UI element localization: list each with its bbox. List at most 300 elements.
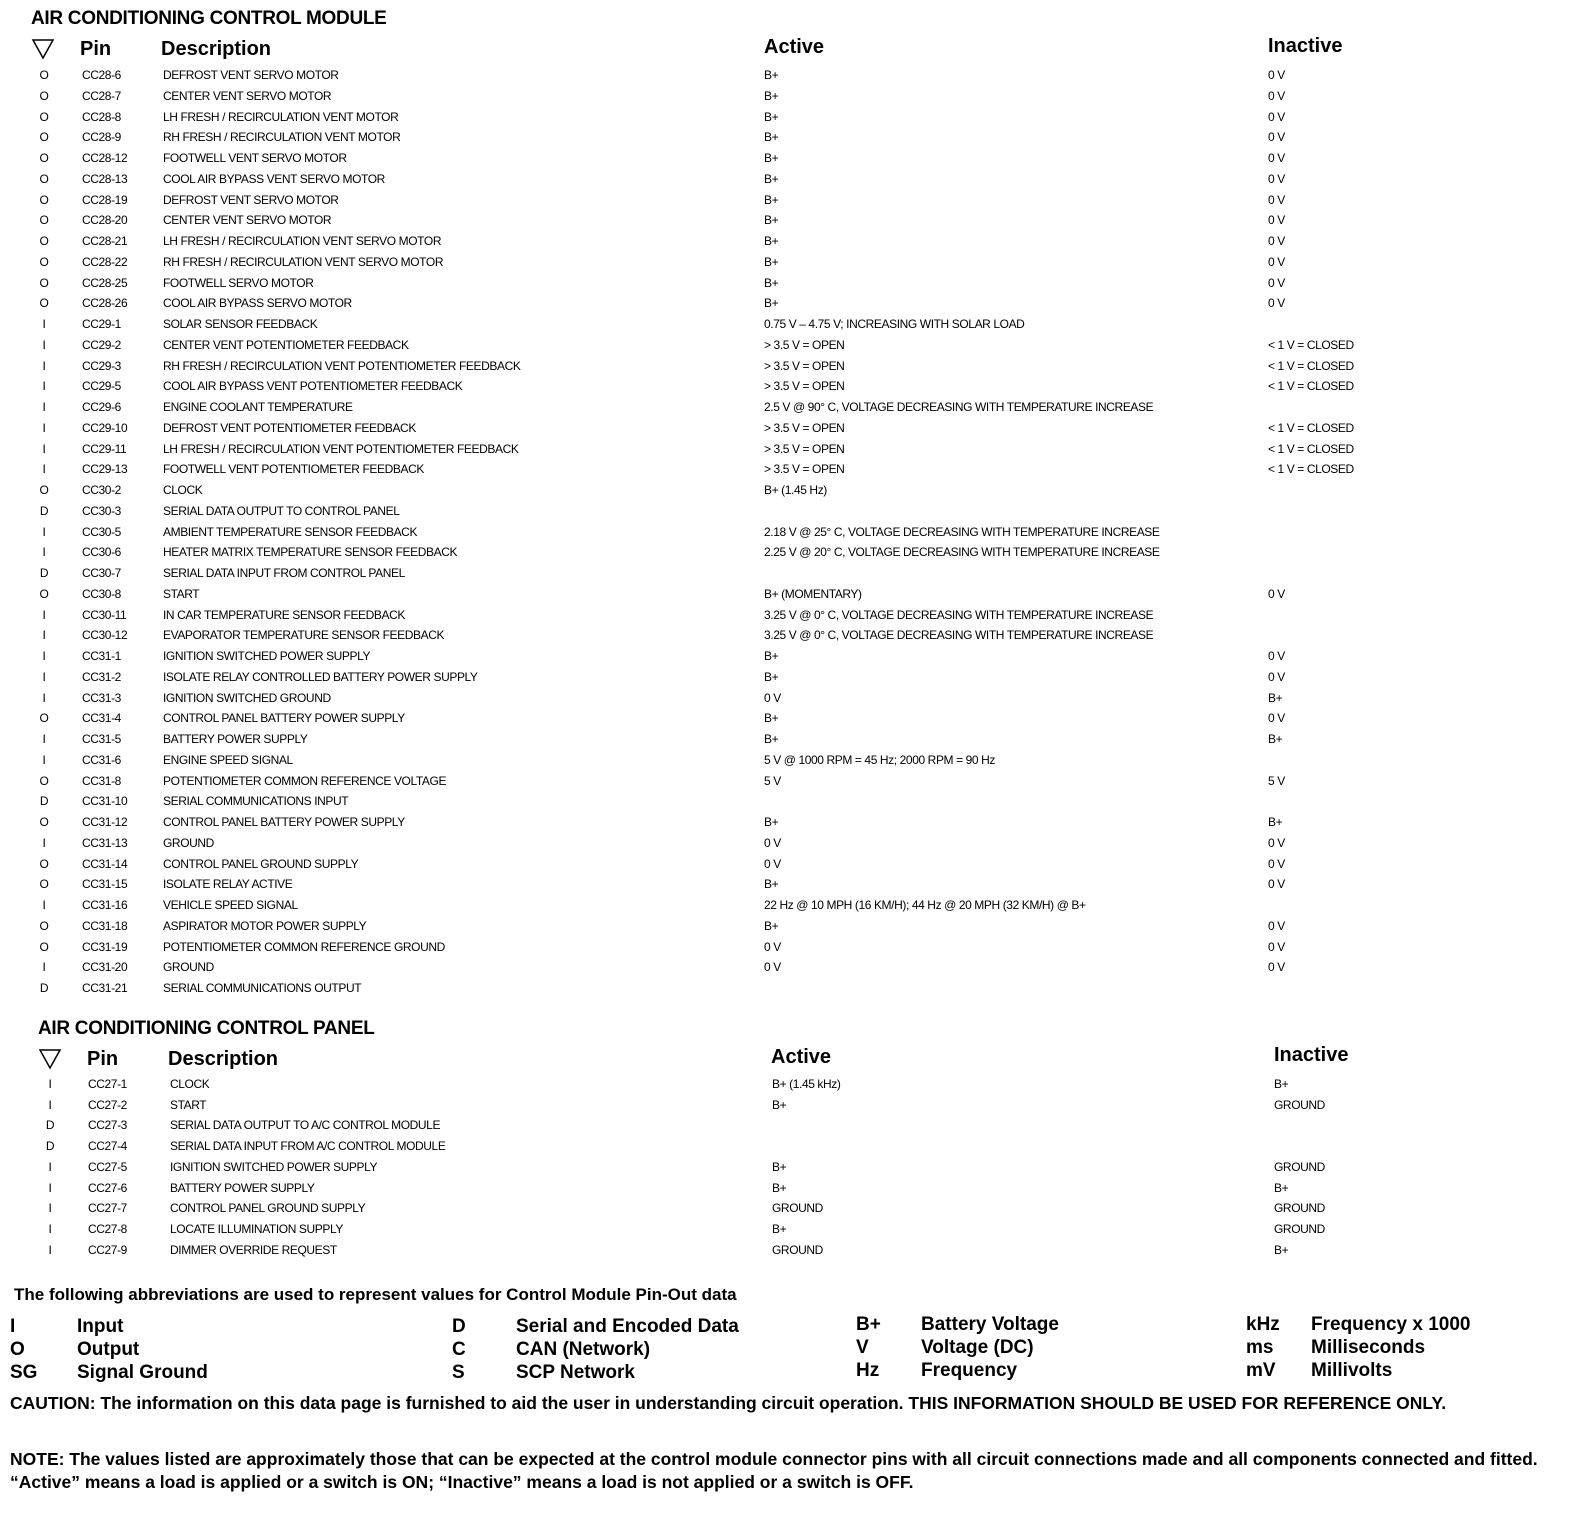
table-row bbox=[0, 815, 1584, 835]
active-value: B+ (1.45 kHz) bbox=[772, 1077, 841, 1091]
abbreviation-code: B+ bbox=[856, 1314, 881, 1335]
pin: CC30-11 bbox=[82, 607, 127, 622]
io-type: I bbox=[42, 835, 46, 850]
io-type: O bbox=[39, 877, 49, 892]
description: ENGINE COOLANT TEMPERATURE bbox=[163, 400, 353, 414]
active-value: 2.5 V @ 90° C, VOLTAGE DECREASING WITH TEMPERATURE INCREASE bbox=[764, 400, 1154, 414]
abbreviation-code: O bbox=[10, 1339, 25, 1360]
abbreviation-code: C bbox=[452, 1339, 466, 1360]
io-type: O bbox=[39, 234, 49, 248]
table-row bbox=[0, 1181, 1584, 1201]
io-type: I bbox=[48, 1180, 52, 1195]
abbreviation-code: kHz bbox=[1246, 1314, 1280, 1335]
io-type: O bbox=[39, 192, 49, 207]
description: CENTER VENT POTENTIOMETER FEEDBACK bbox=[163, 337, 409, 352]
active-value: B+ bbox=[764, 918, 779, 933]
inactive-value: 0 V bbox=[1268, 960, 1285, 975]
pin: CC28-19 bbox=[82, 192, 128, 207]
inactive-value: 5 V bbox=[1268, 773, 1285, 788]
table-row bbox=[0, 89, 1584, 109]
inactive-value: 0 V bbox=[1268, 939, 1285, 954]
table-row bbox=[0, 608, 1584, 628]
description: GROUND bbox=[163, 835, 214, 850]
table-row bbox=[0, 1077, 1584, 1097]
table-row bbox=[0, 545, 1584, 565]
description: IGNITION SWITCHED POWER SUPPLY bbox=[163, 649, 371, 663]
description: CONTROL PANEL BATTERY POWER SUPPLY bbox=[163, 711, 405, 726]
table-row bbox=[0, 774, 1584, 794]
pin: CC31-13 bbox=[82, 835, 128, 850]
io-type: I bbox=[48, 1097, 52, 1112]
description-header: Description bbox=[161, 38, 272, 60]
inactive-value: 0 V bbox=[1268, 88, 1285, 103]
active-value: 3.25 V @ 0° C, VOLTAGE DECREASING WITH TEMPERATURE INCREASE bbox=[764, 628, 1154, 643]
table-row bbox=[0, 1160, 1584, 1180]
inactive-value: < 1 V = CLOSED bbox=[1268, 379, 1354, 394]
table-row bbox=[0, 68, 1584, 88]
inactive-value: 0 V bbox=[1268, 649, 1285, 663]
table-row bbox=[0, 857, 1584, 877]
pin: CC31-19 bbox=[82, 939, 128, 954]
description: SERIAL COMMUNICATIONS OUTPUT bbox=[163, 981, 362, 995]
table-row bbox=[0, 1243, 1584, 1263]
active-value: > 3.5 V = OPEN bbox=[764, 441, 845, 456]
pin: CC28-22 bbox=[82, 254, 128, 269]
description: COOL AIR BYPASS VENT SERVO MOTOR bbox=[163, 171, 385, 186]
active-value: B+ bbox=[764, 88, 779, 103]
pin: CC30-5 bbox=[82, 524, 121, 539]
active-value: B+ bbox=[764, 296, 779, 311]
description: RH FRESH / RECIRCULATION VENT SERVO MOTOR bbox=[163, 254, 444, 269]
pin-header: Pin bbox=[87, 1048, 119, 1070]
io-type: O bbox=[39, 130, 49, 145]
inactive-value: < 1 V = CLOSED bbox=[1268, 337, 1354, 352]
io-type: D bbox=[45, 1118, 55, 1133]
description: LH FRESH / RECIRCULATION VENT SERVO MOTOR bbox=[163, 234, 442, 248]
inactive-value: 0 V bbox=[1268, 275, 1285, 290]
pin: CC28-26 bbox=[82, 296, 128, 311]
table-row bbox=[0, 836, 1584, 856]
table-row bbox=[0, 670, 1584, 690]
io-type: I bbox=[42, 462, 46, 477]
active-value: B+ bbox=[764, 68, 779, 82]
abbreviation-meaning: Signal Ground bbox=[77, 1362, 208, 1383]
inactive-value: 0 V bbox=[1268, 213, 1285, 228]
io-type: O bbox=[39, 151, 49, 165]
pin: CC28-21 bbox=[82, 234, 128, 248]
active-value: 0 V bbox=[764, 856, 781, 871]
description: POTENTIOMETER COMMON REFERENCE VOLTAGE bbox=[163, 773, 447, 788]
active-value: 0 V bbox=[764, 960, 781, 975]
io-type: I bbox=[48, 1242, 52, 1257]
description-header: Description bbox=[168, 1048, 279, 1070]
inactive-value: 0 V bbox=[1268, 669, 1285, 684]
description: POTENTIOMETER COMMON REFERENCE GROUND bbox=[163, 939, 445, 954]
inactive-value: B+ bbox=[1268, 732, 1283, 746]
inactive-value: 0 V bbox=[1268, 171, 1285, 186]
table-row bbox=[0, 172, 1584, 192]
io-type: D bbox=[39, 981, 49, 995]
active-value: 0 V bbox=[764, 939, 781, 954]
pin: CC28-8 bbox=[82, 109, 121, 124]
pin: CC30-3 bbox=[82, 503, 121, 518]
table-row bbox=[0, 483, 1584, 503]
abbreviation-meaning: CAN (Network) bbox=[516, 1339, 651, 1360]
description: START bbox=[170, 1097, 207, 1112]
table-row bbox=[0, 276, 1584, 296]
active-value: 22 Hz @ 10 MPH (16 KM/H); 44 Hz @ 20 MPH (32 KM/H) @ B+ bbox=[764, 898, 1086, 912]
description: SERIAL DATA OUTPUT TO CONTROL PANEL bbox=[163, 503, 400, 518]
pin: CC29-5 bbox=[82, 379, 121, 394]
abbreviation-code: Hz bbox=[856, 1360, 880, 1381]
description: IGNITION SWITCHED POWER SUPPLY bbox=[170, 1159, 378, 1174]
pin: CC31-3 bbox=[82, 690, 121, 705]
io-type: I bbox=[42, 420, 46, 435]
active-value: > 3.5 V = OPEN bbox=[764, 462, 845, 477]
abbreviation-meaning: Frequency x 1000 bbox=[1311, 1314, 1471, 1335]
table-row bbox=[0, 400, 1584, 420]
table-row bbox=[0, 794, 1584, 814]
active-value: 5 V @ 1000 RPM = 45 Hz; 2000 RPM = 90 Hz bbox=[764, 752, 995, 767]
active-value: B+ bbox=[772, 1180, 787, 1195]
abbreviation-meaning: Serial and Encoded Data bbox=[516, 1316, 739, 1337]
io-type: O bbox=[39, 586, 49, 601]
active-value: B+ bbox=[764, 213, 779, 228]
active-value: 2.25 V @ 20° C, VOLTAGE DECREASING WITH TEMPERATURE INCREASE bbox=[764, 545, 1160, 560]
inactive-value: 0 V bbox=[1268, 130, 1285, 145]
io-type: O bbox=[39, 213, 49, 228]
active-value: B+ bbox=[764, 254, 779, 269]
io-type: I bbox=[42, 358, 46, 373]
pin: CC29-2 bbox=[82, 337, 121, 352]
table-row bbox=[0, 691, 1584, 711]
table-row bbox=[0, 1222, 1584, 1242]
table-row bbox=[0, 255, 1584, 275]
table-row bbox=[0, 213, 1584, 233]
description: CONTROL PANEL GROUND SUPPLY bbox=[170, 1201, 366, 1216]
inactive-value: B+ bbox=[1274, 1180, 1289, 1195]
io-type: O bbox=[39, 773, 49, 788]
pin: CC27-8 bbox=[88, 1221, 127, 1236]
pin: CC31-12 bbox=[82, 815, 128, 829]
table-row bbox=[0, 732, 1584, 752]
inactive-value: < 1 V = CLOSED bbox=[1268, 358, 1354, 373]
abbreviation-meaning: Millivolts bbox=[1311, 1360, 1393, 1381]
pin: CC29-1 bbox=[82, 317, 121, 331]
pin: CC28-25 bbox=[82, 275, 128, 290]
description: VEHICLE SPEED SIGNAL bbox=[163, 898, 298, 912]
inactive-value: GROUND bbox=[1274, 1221, 1325, 1236]
pin: CC27-9 bbox=[88, 1242, 127, 1257]
pin: CC28-12 bbox=[82, 151, 128, 165]
inactive-value: 0 V bbox=[1268, 234, 1285, 248]
table-row bbox=[0, 898, 1584, 918]
table-row bbox=[0, 649, 1584, 669]
description: RH FRESH / RECIRCULATION VENT MOTOR bbox=[163, 130, 401, 145]
description: HEATER MATRIX TEMPERATURE SENSOR FEEDBACK bbox=[163, 545, 458, 560]
inactive-value: 0 V bbox=[1268, 254, 1285, 269]
active-value: GROUND bbox=[772, 1242, 823, 1257]
inactive-value: < 1 V = CLOSED bbox=[1268, 441, 1354, 456]
pin: CC27-2 bbox=[88, 1097, 127, 1112]
active-value: B+ (MOMENTARY) bbox=[764, 586, 862, 601]
active-value: 2.18 V @ 25° C, VOLTAGE DECREASING WITH TEMPERATURE INCREASE bbox=[764, 524, 1160, 539]
table-row bbox=[0, 504, 1584, 524]
table-row bbox=[0, 919, 1584, 939]
table-row bbox=[0, 193, 1584, 213]
description: FOOTWELL SERVO MOTOR bbox=[163, 275, 314, 290]
description: IN CAR TEMPERATURE SENSOR FEEDBACK bbox=[163, 607, 405, 622]
io-type: O bbox=[39, 856, 49, 871]
description: CLOCK bbox=[170, 1077, 210, 1091]
description: BATTERY POWER SUPPLY bbox=[163, 732, 308, 746]
abbreviation-code: mV bbox=[1246, 1360, 1276, 1381]
inactive-value: 0 V bbox=[1268, 296, 1285, 311]
pin-header: Pin bbox=[80, 38, 112, 60]
io-type: I bbox=[42, 607, 46, 622]
active-value: 3.25 V @ 0° C, VOLTAGE DECREASING WITH TEMPERATURE INCREASE bbox=[764, 607, 1154, 622]
abbreviation-code: D bbox=[452, 1316, 466, 1337]
description: DEFROST VENT SERVO MOTOR bbox=[163, 68, 339, 82]
active-value: B+ bbox=[772, 1221, 787, 1236]
io-type: I bbox=[42, 545, 46, 560]
io-type: O bbox=[39, 296, 49, 311]
inactive-value: 0 V bbox=[1268, 835, 1285, 850]
abbreviation-meaning: Frequency bbox=[921, 1360, 1018, 1381]
inactive-value: 0 V bbox=[1268, 711, 1285, 726]
io-type: I bbox=[42, 400, 46, 414]
description: IGNITION SWITCHED GROUND bbox=[163, 690, 331, 705]
description: SERIAL DATA INPUT FROM CONTROL PANEL bbox=[163, 566, 405, 580]
pin: CC27-1 bbox=[88, 1077, 127, 1091]
table-row bbox=[0, 338, 1584, 358]
io-type: I bbox=[42, 337, 46, 352]
description: DIMMER OVERRIDE REQUEST bbox=[170, 1242, 337, 1257]
active-value: GROUND bbox=[772, 1201, 823, 1216]
io-type: I bbox=[42, 441, 46, 456]
table-row bbox=[0, 151, 1584, 171]
io-type: O bbox=[39, 88, 49, 103]
description: SOLAR SENSOR FEEDBACK bbox=[163, 317, 318, 331]
active-value: B+ bbox=[772, 1159, 787, 1174]
abbreviation-meaning: Voltage (DC) bbox=[921, 1337, 1034, 1358]
pin: CC31-14 bbox=[82, 856, 128, 871]
active-value: B+ bbox=[772, 1097, 787, 1112]
abbreviation-code: I bbox=[10, 1316, 16, 1337]
inactive-value: 0 V bbox=[1268, 918, 1285, 933]
abbreviation-meaning: Battery Voltage bbox=[921, 1314, 1059, 1335]
io-type: I bbox=[48, 1077, 52, 1091]
table-row bbox=[0, 877, 1584, 897]
description: ISOLATE RELAY CONTROLLED BATTERY POWER SUPPLY bbox=[163, 669, 478, 684]
active-value: 0 V bbox=[764, 835, 781, 850]
pin: CC29-3 bbox=[82, 358, 121, 373]
pin: CC30-7 bbox=[82, 566, 121, 580]
abbreviation-code: V bbox=[856, 1337, 869, 1358]
active-value: B+ (1.45 Hz) bbox=[764, 483, 827, 497]
abbreviation-meaning: Input bbox=[77, 1316, 124, 1337]
abbreviation-meaning: Output bbox=[77, 1339, 140, 1360]
io-type: I bbox=[42, 628, 46, 643]
io-type: I bbox=[48, 1159, 52, 1174]
table-row bbox=[0, 525, 1584, 545]
table-row bbox=[0, 1139, 1584, 1159]
abbreviation-meaning: Milliseconds bbox=[1311, 1337, 1426, 1358]
inactive-value: 0 V bbox=[1268, 856, 1285, 871]
inactive-value: 0 V bbox=[1268, 586, 1285, 601]
pin: CC31-5 bbox=[82, 732, 121, 746]
table-row bbox=[0, 379, 1584, 399]
description: CONTROL PANEL GROUND SUPPLY bbox=[163, 856, 359, 871]
inactive-value: < 1 V = CLOSED bbox=[1268, 420, 1354, 435]
description: START bbox=[163, 586, 200, 601]
inactive-value: 0 V bbox=[1268, 192, 1285, 207]
active-value: > 3.5 V = OPEN bbox=[764, 379, 845, 394]
active-header: Active bbox=[771, 1046, 832, 1068]
active-value: 5 V bbox=[764, 773, 781, 788]
active-value: B+ bbox=[764, 192, 779, 207]
pin: CC29-11 bbox=[82, 441, 127, 456]
pin: CC31-20 bbox=[82, 960, 128, 975]
table-row bbox=[0, 960, 1584, 980]
active-value: B+ bbox=[764, 711, 779, 726]
inactive-header: Inactive bbox=[1274, 1044, 1349, 1066]
table-row bbox=[0, 753, 1584, 773]
description: CENTER VENT SERVO MOTOR bbox=[163, 213, 332, 228]
pin: CC28-9 bbox=[82, 130, 121, 145]
description: GROUND bbox=[163, 960, 214, 975]
io-type: I bbox=[42, 690, 46, 705]
inactive-value: B+ bbox=[1268, 690, 1283, 705]
table-row bbox=[0, 421, 1584, 441]
table-row bbox=[0, 940, 1584, 960]
io-type: O bbox=[39, 68, 49, 82]
io-type: D bbox=[39, 503, 49, 518]
io-type: I bbox=[48, 1201, 52, 1216]
io-type: O bbox=[39, 939, 49, 954]
active-value: B+ bbox=[764, 171, 779, 186]
description: CONTROL PANEL BATTERY POWER SUPPLY bbox=[163, 815, 405, 829]
inactive-value: GROUND bbox=[1274, 1097, 1325, 1112]
pin: CC31-2 bbox=[82, 669, 121, 684]
io-type: I bbox=[48, 1221, 52, 1236]
table-row bbox=[0, 462, 1584, 482]
pin: CC28-6 bbox=[82, 68, 121, 82]
active-value: B+ bbox=[764, 109, 779, 124]
io-type: I bbox=[42, 898, 46, 912]
active-value: B+ bbox=[764, 669, 779, 684]
description: FOOTWELL VENT POTENTIOMETER FEEDBACK bbox=[163, 462, 424, 477]
down-triangle-icon bbox=[31, 38, 55, 60]
io-type: O bbox=[39, 109, 49, 124]
pin: CC27-7 bbox=[88, 1201, 127, 1216]
pin: CC28-13 bbox=[82, 171, 128, 186]
down-triangle-icon bbox=[38, 1048, 62, 1070]
active-value: > 3.5 V = OPEN bbox=[764, 420, 845, 435]
abbreviation-code: ms bbox=[1246, 1337, 1274, 1358]
description: ENGINE SPEED SIGNAL bbox=[163, 752, 293, 767]
description: FOOTWELL VENT SERVO MOTOR bbox=[163, 151, 347, 165]
pin: CC30-2 bbox=[82, 483, 121, 497]
description: AMBIENT TEMPERATURE SENSOR FEEDBACK bbox=[163, 524, 418, 539]
abbreviation-meaning: SCP Network bbox=[516, 1362, 635, 1383]
description: SERIAL DATA OUTPUT TO A/C CONTROL MODULE bbox=[170, 1118, 441, 1133]
description: DEFROST VENT SERVO MOTOR bbox=[163, 192, 339, 207]
pin: CC28-20 bbox=[82, 213, 128, 228]
table-row bbox=[0, 296, 1584, 316]
pin: CC31-6 bbox=[82, 752, 121, 767]
pin: CC30-12 bbox=[82, 628, 128, 643]
io-type: O bbox=[39, 918, 49, 933]
active-value: B+ bbox=[764, 275, 779, 290]
table-row bbox=[0, 359, 1584, 379]
table-row bbox=[0, 234, 1584, 254]
io-type: O bbox=[39, 171, 49, 186]
description: SERIAL DATA INPUT FROM A/C CONTROL MODULE bbox=[170, 1139, 446, 1154]
active-value: > 3.5 V = OPEN bbox=[764, 358, 845, 373]
table-row bbox=[0, 587, 1584, 607]
description: BATTERY POWER SUPPLY bbox=[170, 1180, 315, 1195]
active-value: 0.75 V – 4.75 V; INCREASING WITH SOLAR LOAD bbox=[764, 317, 1025, 331]
abbreviations-intro: The following abbreviations are used to represent values for Control Module Pin-Out data bbox=[14, 1285, 737, 1304]
inactive-value: GROUND bbox=[1274, 1159, 1325, 1174]
table-row bbox=[0, 110, 1584, 130]
inactive-value: GROUND bbox=[1274, 1201, 1325, 1216]
pin: CC31-8 bbox=[82, 773, 121, 788]
io-type: I bbox=[42, 379, 46, 394]
pin: CC31-15 bbox=[82, 877, 128, 892]
io-type: I bbox=[42, 649, 46, 663]
description: COOL AIR BYPASS SERVO MOTOR bbox=[163, 296, 352, 311]
control-panel-title: AIR CONDITIONING CONTROL PANEL bbox=[38, 1018, 375, 1039]
pin: CC27-4 bbox=[88, 1139, 127, 1154]
pin: CC31-18 bbox=[82, 918, 128, 933]
table-row bbox=[0, 317, 1584, 337]
pin: CC27-5 bbox=[88, 1159, 127, 1174]
pin: CC29-6 bbox=[82, 400, 121, 414]
table-row bbox=[0, 711, 1584, 731]
description: ISOLATE RELAY ACTIVE bbox=[163, 877, 293, 892]
table-row bbox=[0, 1118, 1584, 1138]
note-text: NOTE: The values listed are approximately those that can be expected at the control module connector pins with all circuit connections made and all components connected and fitted. “Active” means a load is applied or a switch is ON; “Inactive” means a load is not applied or a switch is OFF. bbox=[10, 1449, 1538, 1492]
io-type: O bbox=[39, 483, 49, 497]
control-module-title: AIR CONDITIONING CONTROL MODULE bbox=[31, 8, 387, 29]
table-row bbox=[0, 442, 1584, 462]
abbreviation-code: SG bbox=[10, 1362, 38, 1383]
active-value: B+ bbox=[764, 234, 779, 248]
inactive-header: Inactive bbox=[1268, 35, 1343, 57]
io-type: O bbox=[39, 254, 49, 269]
pin: CC31-16 bbox=[82, 898, 128, 912]
inactive-value: 0 V bbox=[1268, 68, 1285, 82]
pin: CC31-1 bbox=[82, 649, 121, 663]
inactive-value: B+ bbox=[1274, 1077, 1289, 1091]
table-row bbox=[0, 1201, 1584, 1221]
table-row bbox=[0, 981, 1584, 1001]
io-type: I bbox=[42, 317, 46, 331]
pin: CC27-6 bbox=[88, 1180, 127, 1195]
active-value: B+ bbox=[764, 732, 779, 746]
pin: CC30-8 bbox=[82, 586, 121, 601]
description: LOCATE ILLUMINATION SUPPLY bbox=[170, 1221, 343, 1236]
description: EVAPORATOR TEMPERATURE SENSOR FEEDBACK bbox=[163, 628, 445, 643]
description: RH FRESH / RECIRCULATION VENT POTENTIOMETER FEEDBACK bbox=[163, 358, 521, 373]
io-type: I bbox=[42, 960, 46, 975]
pin: CC31-4 bbox=[82, 711, 121, 726]
active-value: > 3.5 V = OPEN bbox=[764, 337, 845, 352]
table-row bbox=[0, 628, 1584, 648]
io-type: O bbox=[39, 275, 49, 290]
